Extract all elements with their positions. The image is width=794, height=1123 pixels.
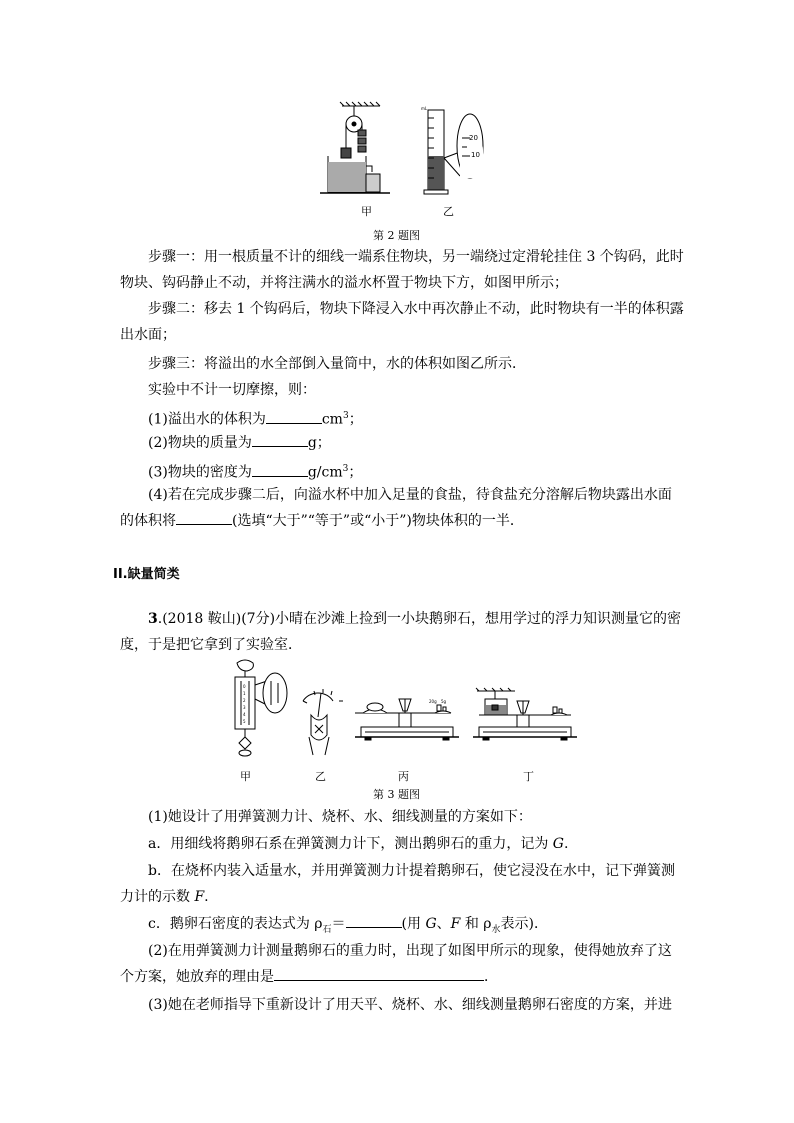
- figure-3-caption: 第 3 题图: [373, 788, 420, 801]
- q3-step-b-line1: b．在烧杯内装入适量水，并用弹簧测力计提着鹅卵石，使它浸没在水中，记下弹簧测: [148, 863, 675, 879]
- q2-part1-end: ；: [348, 411, 363, 428]
- cylinder-unit-label: mL: [421, 106, 428, 111]
- q3-step-b-text: 力计的示数: [120, 889, 195, 905]
- q2-part1-prompt: (1)溢出水的体积为: [148, 411, 266, 428]
- q3-step-c-paren: (用: [401, 916, 426, 932]
- q3-step-c: [148, 913, 548, 941]
- zoom-tick-10: 10: [471, 151, 480, 159]
- figure-3-label-ding: 丁: [523, 770, 534, 783]
- q2-part3-unit-sup: 3: [342, 464, 349, 474]
- figure-2-caption: 第 2 题图: [373, 229, 420, 242]
- q3-step-a-text: a．用细线将鹅卵石系在弹簧测力计下，测出鹅卵石的重力，记为: [148, 836, 553, 852]
- spring-tick-2: 2: [243, 698, 246, 703]
- q3-part3: (3)她在老师指导下重新设计了用天平、烧杯、水、细线测量鹅卵石密度的方案，并进: [148, 997, 672, 1013]
- q3-part1: (1)她设计了用弹簧测力计、烧杯、水、细线测量的方案如下：: [148, 809, 532, 825]
- figure-2-label-yi: 乙: [443, 205, 454, 218]
- q3-step-b-end: .: [204, 889, 209, 905]
- balance-stone-diagram: [355, 699, 459, 740]
- figure-3-label-yi: 乙: [315, 770, 326, 783]
- weight-label-20g: 20g: [429, 699, 437, 704]
- figure-2-label-jia: 甲: [361, 205, 372, 218]
- q3-part2-prompt: 个方案，她放弃的理由是: [120, 969, 274, 985]
- q3-part2-end: ．: [484, 969, 498, 985]
- q3-step-c-G: G: [425, 916, 437, 932]
- spring-tick-3: 3: [243, 705, 246, 710]
- q3-header-line1: [148, 608, 681, 630]
- figure-2-apparatus: [320, 100, 500, 200]
- q2-part4-prompt: 的体积将: [120, 513, 176, 529]
- q3-step-c-sub2: 水: [491, 924, 501, 935]
- q3-step-c-blank[interactable]: [346, 913, 402, 928]
- q3-part2-line1: (2)在用弹簧测力计测量鹅卵石的重力时，出现了如图甲所示的现象，使得她放弃了这: [148, 943, 672, 959]
- weight-label-5g: 5g: [441, 699, 447, 704]
- measuring-cylinder-diagram: [421, 106, 483, 194]
- q3-step-a: [148, 833, 568, 855]
- q2-part2-blank[interactable]: [252, 432, 308, 447]
- q3-step-c-close: 表示)．: [500, 916, 548, 932]
- q3-part2-blank[interactable]: [274, 966, 484, 981]
- q3-step-a-var: G: [552, 836, 564, 852]
- q2-part4-line1: (4)若在完成步骤二后，向溢水杯中加入足量的食盐，待食盐充分溶解后物块露出水面: [148, 487, 672, 503]
- pulley-setup-diagram: [320, 102, 390, 193]
- q3-step-c-text: c．鹅卵石密度的表达式为 ρ: [148, 916, 323, 932]
- q2-part4-blank[interactable]: [176, 510, 232, 525]
- q2-step1-line2: 物块、钩码静止不动，并将注满水的溢水杯置于物块下方，如图甲所示；: [120, 275, 568, 291]
- q3-step-c-eq: ＝: [331, 916, 346, 932]
- figure-3-apparatus: [215, 655, 595, 765]
- q3-header-line2: 度，于是把它拿到了实验室．: [120, 637, 302, 653]
- section-heading: II.缺量简类: [113, 567, 180, 582]
- q2-part1-blank[interactable]: [266, 409, 322, 424]
- q2-part3-blank[interactable]: [252, 462, 308, 477]
- spring-tick-4: 4: [243, 712, 246, 717]
- q3-step-c-F: F: [450, 916, 461, 932]
- q3-step-b-line2: [120, 886, 209, 908]
- spring-tick-1: 1: [243, 691, 246, 696]
- q2-part1-unit-sup: 3: [342, 411, 349, 421]
- zoom-tick-20: 20: [469, 134, 478, 142]
- q2-part4-options: (选填“大于”“等于”或“小于”)物块体积的一半．: [232, 513, 524, 529]
- spring-tick-5: 5: [243, 719, 246, 724]
- q2-part3: [148, 458, 362, 484]
- balance-beaker-diagram: [473, 688, 577, 740]
- q2-step3: 步骤三：将溢出的水全部倒入量筒中，水的体积如图乙所示．: [148, 356, 526, 372]
- q2-part1-unit: cm: [321, 411, 343, 428]
- spring-tick-0: 0: [243, 684, 246, 689]
- q2-part4-line2: [120, 510, 524, 532]
- q2-part3-unit: g/cm: [307, 464, 343, 481]
- q3-step-c-sub: 石: [322, 924, 332, 935]
- q3-number: 3: [148, 611, 158, 627]
- q2-step2-line2: 出水面；: [120, 327, 176, 343]
- q3-step-c-sep: 、: [436, 916, 451, 932]
- q3-step-a-end: .: [563, 836, 569, 852]
- q2-note: 实验中不计一切摩擦，则：: [148, 382, 316, 398]
- q2-part3-end: ；: [348, 464, 363, 481]
- figure-3-label-jia: 甲: [240, 770, 251, 783]
- q2-part2: [148, 432, 331, 454]
- q3-part2-line2: [120, 966, 498, 988]
- q2-part2-unit: g；: [307, 435, 331, 451]
- q3-step-b-var: F: [194, 889, 205, 905]
- q2-part3-prompt: (3)物块的密度为: [148, 464, 252, 481]
- balance-pointer-diagram: [303, 689, 343, 755]
- q3-header-text: .(2018 鞍山)(7分)小晴在沙滩上捡到一小块鹅卵石，想用学过的浮力知识测量它的密: [157, 611, 682, 627]
- q3-step-c-and: 和 ρ: [460, 916, 492, 932]
- figure-3-label-bing: 丙: [398, 770, 409, 783]
- q2-step1-line1: 步骤一：用一根质量不计的细线一端系住物块，另一端绕过定滑轮挂住 3 个钩码，此时: [148, 249, 684, 265]
- q2-step2-line1: 步骤二：移去 1 个钩码后，物块下降浸入水中再次静止不动，此时物块有一半的体积露: [148, 301, 684, 317]
- q2-part1: [148, 405, 363, 431]
- q2-part2-prompt: (2)物块的质量为: [148, 435, 252, 451]
